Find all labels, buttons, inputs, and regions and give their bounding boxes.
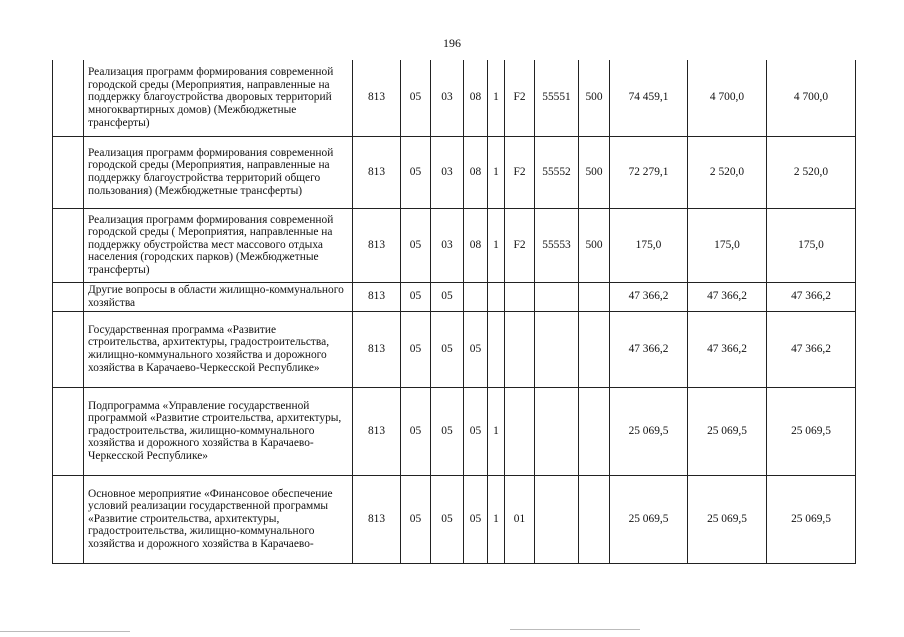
pr-cell: 03 (431, 136, 464, 208)
rz-cell: 05 (401, 282, 431, 311)
rz-cell: 05 (401, 136, 431, 208)
sum-year2-cell: 4 700,0 (688, 60, 767, 136)
csr-event-cell (505, 311, 535, 387)
vr-cell (579, 387, 610, 475)
sum-year1-cell: 47 366,2 (610, 282, 688, 311)
scan-artifact-line (0, 631, 130, 632)
description-cell: Реализация программ формирования современной городской среды ( Мероприятия, направленные на поддержку обустройства мест массового отдыха населения (городских парков) (Межбюджетные трансферты) (84, 208, 353, 282)
vr-cell (579, 282, 610, 311)
pr-cell: 03 (431, 208, 464, 282)
csr-direction-cell (535, 475, 579, 563)
csr-subprogram-cell (488, 282, 505, 311)
table-row (53, 311, 856, 387)
budget-table (52, 60, 856, 564)
ved-cell: 813 (353, 136, 401, 208)
rz-cell: 05 (401, 475, 431, 563)
sum-year2-cell: 47 366,2 (688, 282, 767, 311)
csr-program-cell: 08 (464, 60, 488, 136)
blank-cell (53, 387, 84, 475)
sum-year2-cell: 47 366,2 (688, 311, 767, 387)
sum-year3-cell: 4 700,0 (767, 60, 856, 136)
csr-event-cell: F2 (505, 208, 535, 282)
page-number: 196 (443, 36, 461, 50)
pr-cell: 05 (431, 475, 464, 563)
rz-cell: 05 (401, 311, 431, 387)
vr-cell (579, 311, 610, 387)
sum-year1-cell: 25 069,5 (610, 475, 688, 563)
description-cell: Реализация программ формирования современной городской среды (Мероприятия, направленные на поддержку благоустройства дворовых территорий многоквартирных домов) (Межбюджетные трансферты) (84, 60, 353, 136)
ved-cell: 813 (353, 475, 401, 563)
table-body (53, 60, 856, 563)
sum-year2-cell: 175,0 (688, 208, 767, 282)
csr-event-cell (505, 282, 535, 311)
sum-year3-cell: 2 520,0 (767, 136, 856, 208)
scan-artifact-line (510, 629, 640, 630)
table-row (53, 282, 856, 311)
blank-cell (53, 311, 84, 387)
csr-event-cell: F2 (505, 136, 535, 208)
ved-cell: 813 (353, 60, 401, 136)
table-row (53, 475, 856, 563)
ved-cell: 813 (353, 208, 401, 282)
csr-subprogram-cell: 1 (488, 60, 505, 136)
csr-direction-cell (535, 282, 579, 311)
blank-cell (53, 136, 84, 208)
csr-event-cell: 01 (505, 475, 535, 563)
sum-year1-cell: 74 459,1 (610, 60, 688, 136)
table-row (53, 387, 856, 475)
sum-year2-cell: 25 069,5 (688, 387, 767, 475)
pr-cell: 03 (431, 60, 464, 136)
csr-subprogram-cell: 1 (488, 136, 505, 208)
csr-event-cell: F2 (505, 60, 535, 136)
sum-year3-cell: 175,0 (767, 208, 856, 282)
csr-subprogram-cell (488, 311, 505, 387)
csr-direction-cell (535, 311, 579, 387)
csr-program-cell: 05 (464, 475, 488, 563)
table-row (53, 136, 856, 208)
csr-direction-cell (535, 387, 579, 475)
vr-cell: 500 (579, 208, 610, 282)
csr-program-cell (464, 282, 488, 311)
description-cell: Подпрограмма «Управление государственной программой «Развитие строительства, архитектуры, градостроительства, жилищно-коммунального хозяйства и дорожного хозяйства в Карачаево-Черкесской Республике» (84, 387, 353, 475)
description-cell: Основное мероприятие «Финансовое обеспечение условий реализации государственной программы «Развитие строительства, архитектуры, градостроительства, жилищно-коммунального хозяйства и дорожного хозяйства в Карачаево- (84, 475, 353, 563)
description-cell: Другие вопросы в области жилищно-коммунального хозяйства (84, 282, 353, 311)
sum-year2-cell: 2 520,0 (688, 136, 767, 208)
csr-direction-cell: 55552 (535, 136, 579, 208)
blank-cell (53, 475, 84, 563)
vr-cell (579, 475, 610, 563)
csr-subprogram-cell: 1 (488, 208, 505, 282)
description-cell: Государственная программа «Развитие строительства, архитектуры, градостроительства, жилищно-коммунального хозяйства и дорожного хозяйства в Карачаево-Черкесской Республике» (84, 311, 353, 387)
rz-cell: 05 (401, 208, 431, 282)
vr-cell: 500 (579, 136, 610, 208)
vr-cell: 500 (579, 60, 610, 136)
csr-program-cell: 05 (464, 311, 488, 387)
pr-cell: 05 (431, 282, 464, 311)
table-row (53, 208, 856, 282)
ved-cell: 813 (353, 387, 401, 475)
table-row (53, 60, 856, 136)
blank-cell (53, 208, 84, 282)
csr-subprogram-cell: 1 (488, 475, 505, 563)
rz-cell: 05 (401, 387, 431, 475)
csr-program-cell: 08 (464, 136, 488, 208)
csr-subprogram-cell: 1 (488, 387, 505, 475)
blank-cell (53, 60, 84, 136)
description-cell: Реализация программ формирования современной городской среды (Мероприятия, направленные на поддержку благоустройства территорий общего пользования) (Межбюджетные трансферты) (84, 136, 353, 208)
sum-year2-cell: 25 069,5 (688, 475, 767, 563)
csr-event-cell (505, 387, 535, 475)
ved-cell: 813 (353, 282, 401, 311)
ved-cell: 813 (353, 311, 401, 387)
csr-program-cell: 08 (464, 208, 488, 282)
sum-year3-cell: 47 366,2 (767, 282, 856, 311)
csr-program-cell: 05 (464, 387, 488, 475)
sum-year1-cell: 47 366,2 (610, 311, 688, 387)
sum-year3-cell: 25 069,5 (767, 387, 856, 475)
csr-direction-cell: 55553 (535, 208, 579, 282)
sum-year1-cell: 72 279,1 (610, 136, 688, 208)
sum-year3-cell: 47 366,2 (767, 311, 856, 387)
rz-cell: 05 (401, 60, 431, 136)
blank-cell (53, 282, 84, 311)
pr-cell: 05 (431, 387, 464, 475)
sum-year1-cell: 25 069,5 (610, 387, 688, 475)
pr-cell: 05 (431, 311, 464, 387)
sum-year1-cell: 175,0 (610, 208, 688, 282)
csr-direction-cell: 55551 (535, 60, 579, 136)
sum-year3-cell: 25 069,5 (767, 475, 856, 563)
